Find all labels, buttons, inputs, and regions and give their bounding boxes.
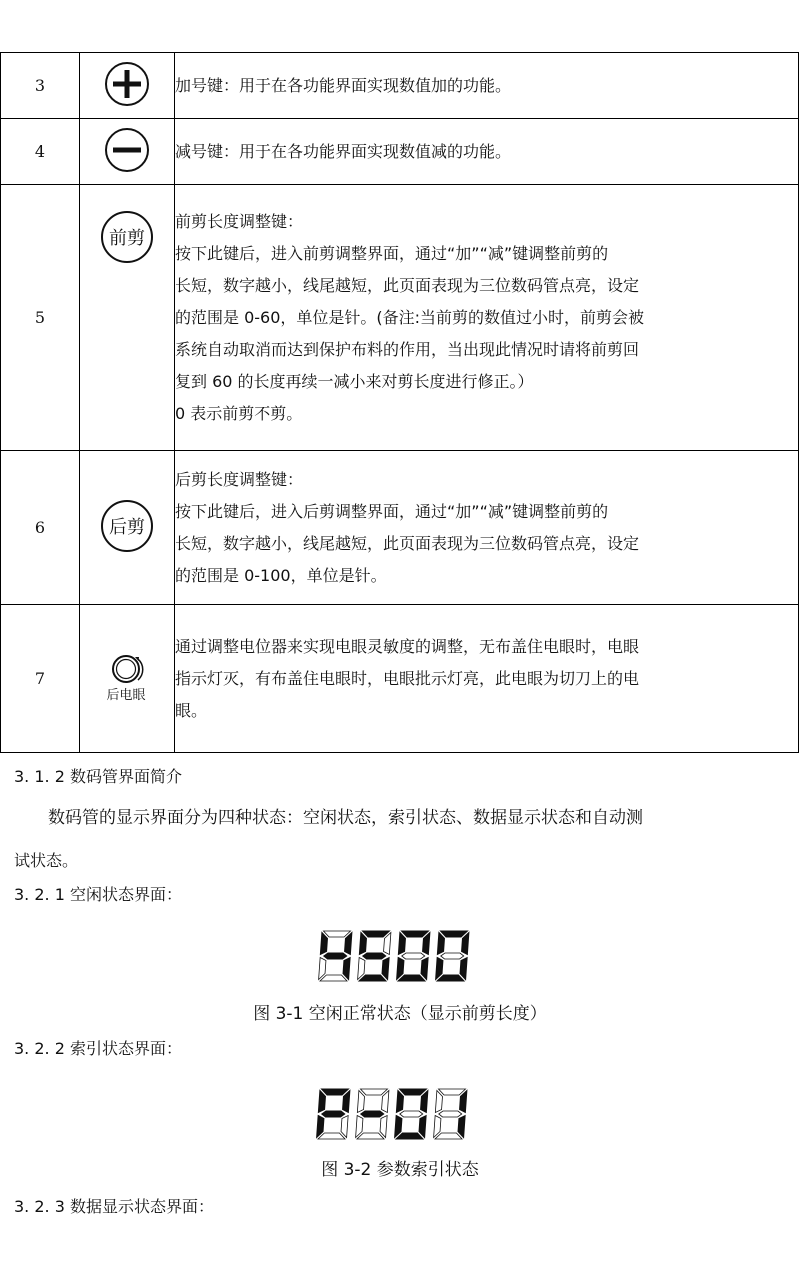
segment <box>343 958 351 980</box>
segment <box>320 933 328 955</box>
row-description <box>175 605 799 753</box>
seven-segment-digit <box>317 1089 350 1139</box>
segment <box>361 1111 384 1117</box>
rear-eye-knob-label: 后电眼 <box>106 687 146 703</box>
desc-line: 通过调整电位器来实现电眼灵敏度的调整，无布盖住电眼时，电眼 <box>175 636 640 656</box>
segment <box>421 958 429 980</box>
segment <box>398 933 406 955</box>
seven-segment-digit <box>395 1089 428 1139</box>
table-row <box>1 605 799 753</box>
intro-line-1: 数码管的显示界面分为四种状态：空闲状态，索引状态、数据显示状态和自动测 <box>48 808 643 828</box>
section-heading-3-2-3: 3. 2. 3 数据显示状态界面： <box>14 1197 214 1216</box>
segment <box>396 1133 423 1139</box>
segment <box>318 1133 345 1139</box>
row-number: 4 <box>1 119 80 185</box>
seven-segment-digit <box>436 931 469 981</box>
desc-line: 指示灯灭，有布盖住电眼时，电眼批示灯亮，此电眼为切刀上的电 <box>175 668 640 688</box>
segment <box>398 975 425 981</box>
row-description <box>175 185 799 451</box>
segment <box>320 975 347 981</box>
segment <box>396 1091 404 1113</box>
front-trim-key-cell <box>80 185 175 451</box>
desc-line: 眼。 <box>175 700 208 720</box>
seven-segment-digit <box>397 931 430 981</box>
plus-key-cell <box>80 53 175 119</box>
table-row <box>1 185 799 451</box>
desc-line: 的范围是 0-60，单位是针。(备注:当前剪的数值过小时，前剪会被 <box>175 307 645 327</box>
rear-trim-key-cell <box>80 451 175 605</box>
key-function-table <box>0 52 799 753</box>
segment <box>400 1111 423 1117</box>
desc-line: 复到 60 的长度再续一减小来对剪长度进行修正。） <box>175 371 534 391</box>
row-number: 6 <box>1 451 80 605</box>
segment <box>437 975 464 981</box>
desc-line: 长短，数字越小，线尾越短，此页面表现为三位数码管点亮，设定 <box>175 533 640 553</box>
desc-line: 后剪长度调整键： <box>175 469 304 489</box>
front-trim-key-icon <box>99 209 155 265</box>
segment <box>360 1089 387 1095</box>
section-heading-3-2-2: 3. 2. 2 索引状态界面： <box>14 1039 182 1058</box>
desc-line: 系统自动取消而达到保护布料的作用，当出现此情况时请将前剪回 <box>175 339 640 359</box>
desc-line: 长短，数字越小，线尾越短，此页面表现为三位数码管点亮，设定 <box>175 275 640 295</box>
rear-eye-knob-cell <box>80 605 175 753</box>
minus-key-cell <box>80 119 175 185</box>
segment <box>359 933 367 955</box>
segment <box>323 931 350 937</box>
segment <box>380 1116 388 1138</box>
segment <box>359 975 386 981</box>
segment <box>324 953 347 959</box>
segment <box>322 1111 345 1117</box>
rear-eye-knob-icon <box>97 649 157 705</box>
segment <box>362 931 389 937</box>
segment <box>419 1116 427 1138</box>
segment <box>357 1091 365 1113</box>
figure-caption-3-2: 图 3-2 参数索引状态 <box>321 1160 479 1180</box>
row-description <box>175 451 799 605</box>
seven-segment-digit <box>319 931 352 981</box>
section-heading-3-2-1: 3. 2. 1 空闲状态界面： <box>14 885 182 904</box>
intro-paragraph <box>14 802 786 834</box>
section-heading-3-1-2: 3. 1. 2 数码管界面简介 <box>14 767 182 786</box>
rear-trim-key-icon <box>99 498 155 554</box>
minus-key-icon <box>102 125 152 175</box>
row-description <box>175 53 799 119</box>
desc-line: 加号键：用于在各功能界面实现数值加的功能。 <box>175 75 512 95</box>
desc-line: 按下此键后，进入前剪调整界面，通过“加”“减”键调整前剪的 <box>175 243 609 263</box>
seven-segment-digit <box>358 931 391 981</box>
segment <box>363 953 386 959</box>
rear-trim-key-label: 后剪 <box>109 516 145 538</box>
segment <box>401 931 428 937</box>
desc-line: 前剪长度调整键： <box>175 211 304 231</box>
table-row <box>1 53 799 119</box>
segment <box>402 953 425 959</box>
seven-segment-digit <box>434 1089 467 1139</box>
idle-state-display <box>318 928 478 984</box>
index-state-display <box>316 1086 478 1142</box>
table-row <box>1 119 799 185</box>
segment <box>437 933 445 955</box>
front-trim-key-label: 前剪 <box>109 228 145 249</box>
segment <box>435 1091 443 1113</box>
segment <box>440 931 467 937</box>
segment <box>439 1111 462 1117</box>
desc-line: 按下此键后，进入后剪调整界面，通过“加”“减”键调整前剪的 <box>175 501 609 521</box>
intro-paragraph-cont: 试状态。 <box>14 851 79 870</box>
table-row <box>1 451 799 605</box>
segment <box>318 1091 326 1113</box>
segment <box>341 1116 349 1138</box>
desc-line: 减号键：用于在各功能界面实现数值减的功能。 <box>175 141 512 161</box>
row-number: 3 <box>1 53 80 119</box>
segment <box>357 1133 384 1139</box>
seven-segment-digit <box>356 1089 389 1139</box>
desc-line: 0 表示前剪不剪。 <box>175 403 303 423</box>
plus-key-icon <box>102 59 152 109</box>
segment <box>399 1089 426 1095</box>
figure-caption-3-1: 图 3-1 空闲正常状态（显示前剪长度） <box>253 1004 547 1024</box>
segment <box>438 1089 465 1095</box>
desc-line: 的范围是 0-100，单位是针。 <box>175 565 387 585</box>
segment <box>460 958 468 980</box>
segment <box>435 1133 462 1139</box>
row-number: 7 <box>1 605 80 753</box>
row-description <box>175 119 799 185</box>
segment <box>382 958 390 980</box>
row-number: 5 <box>1 185 80 451</box>
segment <box>441 953 464 959</box>
segment <box>321 1089 348 1095</box>
segment <box>458 1116 466 1138</box>
